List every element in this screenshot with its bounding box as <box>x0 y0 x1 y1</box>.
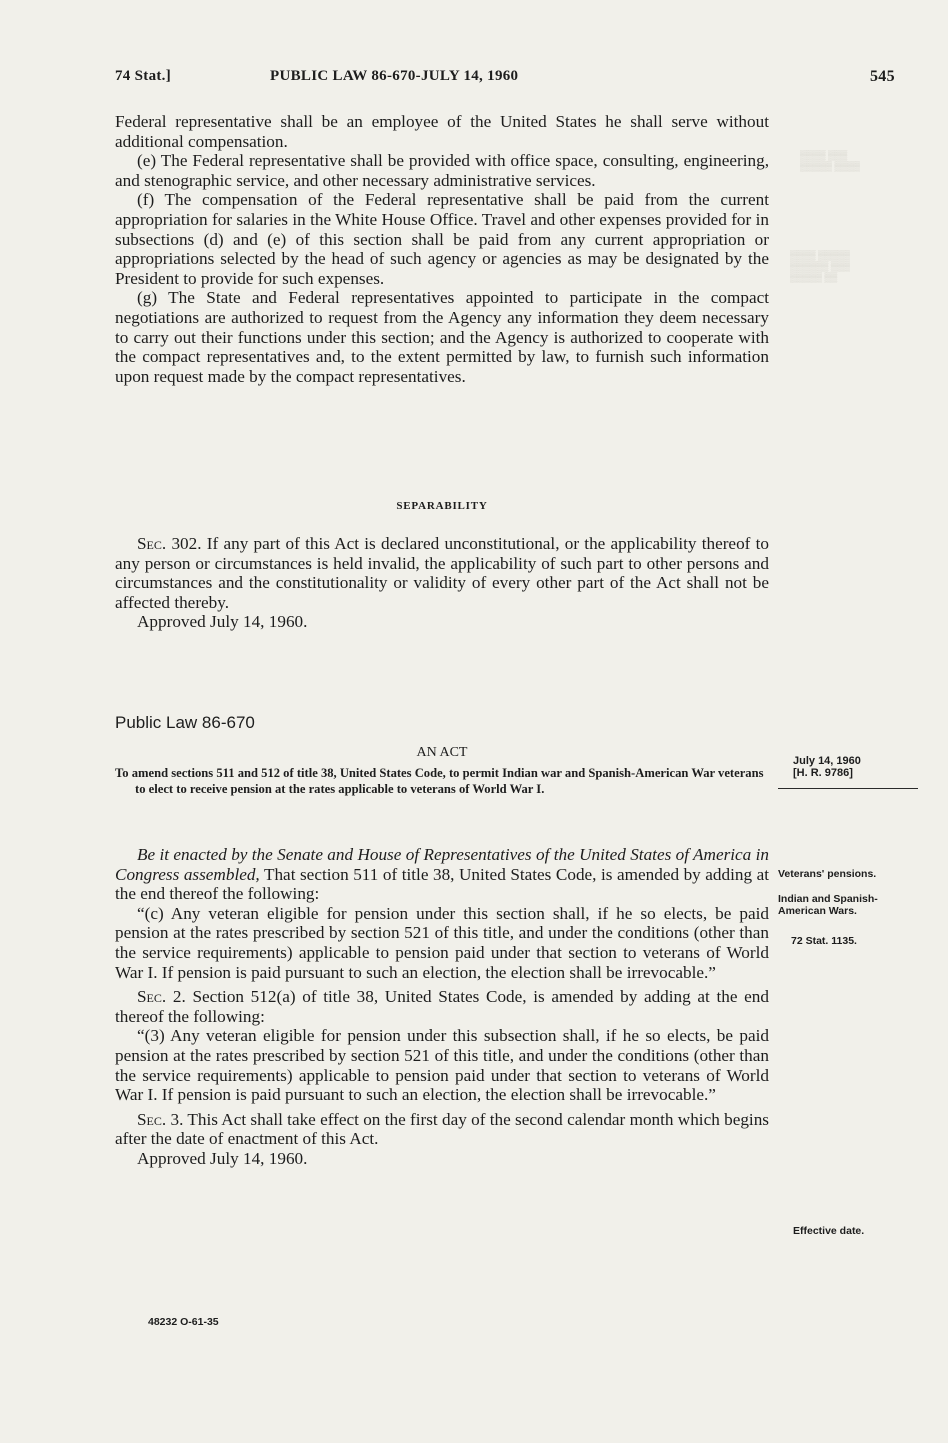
margin-rule <box>778 788 918 789</box>
page-number: 545 <box>870 68 895 85</box>
separability-heading: SEPARABILITY <box>396 500 488 512</box>
act-body <box>115 845 769 1169</box>
act-purpose: To amend sections 511 and 512 of title 38, United States Code, to permit Indian war and Spanish-American War veterans to elect to receive pension at the rates applicable to veterans of World War I. <box>115 766 764 796</box>
paragraph-e: (e) The Federal representative shall be provided with office space, consulting, engineering, and stenographic service, and other necessary administrative services. <box>115 151 769 190</box>
margin-bill-number: [H. R. 9786] <box>793 767 853 779</box>
approval-line: Approved July 14, 1960. <box>137 612 308 632</box>
margin-statute-reference: 72 Stat. 1135. <box>791 935 857 947</box>
approval-line: Approved July 14, 1960. <box>137 1148 308 1168</box>
show-through-mark: ▒▒▒▒ ▒▒▒ ▒▒▒▒▒ ▒▒▒▒ <box>800 150 860 171</box>
section-label: Sec. 302. <box>137 534 202 553</box>
law-title: Public Law 86-670 <box>115 713 255 732</box>
enacting-clause: Be it enacted by the Senate and House of Representatives of the United States of America in Congress assembled, <box>115 845 769 884</box>
enacting-text: That section 511 of title 38, United States Code, is amended by adding at the end thereof the following: <box>115 864 769 904</box>
paragraph-g: (g) The State and Federal representatives appointed to participate in the compact negotiations are authorized to request from the Agency any information they deem necessary to carry out their functions under this section; and the Agency is authorized to cooperate with the compact representatives and, to the extent permitted by law, to furnish such information upon request made by the compact representatives. <box>115 288 769 386</box>
continuation-block <box>115 112 769 386</box>
volume-reference: 74 Stat.] <box>115 68 172 84</box>
print-code: 48232 O-61-35 <box>148 1316 219 1328</box>
running-title: PUBLIC LAW 86-670-JULY 14, 1960 <box>270 68 519 84</box>
margin-indian-spanish-wars: Indian and Spanish-American Wars. <box>778 893 878 917</box>
section-text: This Act shall take effect on the first day of the second calendar month which begins after the date of enactment of this Act. <box>115 1109 769 1149</box>
section-302 <box>115 534 769 632</box>
section-text: Section 512(a) of title 38, United States Code, is amended by adding at the end thereof the following: <box>115 987 769 1026</box>
paragraph-continued: Federal representative shall be an employee of the United States he shall serve without additional compensation. <box>115 112 769 151</box>
section-label: Sec. 3. <box>137 1109 184 1129</box>
margin-date: July 14, 1960 <box>793 755 861 767</box>
show-through-mark: ▒▒▒▒ ▒▒▒▒▒ ▒▒▒▒▒▒ ▒▒▒ ▒▒▒▒▒ ▒▒ <box>790 250 850 282</box>
margin-veterans-pensions: Veterans' pensions. <box>778 868 877 880</box>
section-text: If any part of this Act is declared unconstitutional, or the applicability thereof to any person or circumstances is held invalid, the applicability of such part to other persons and circumstances and the constitutionality or validity of every other part of the Act shall not be affected thereby. <box>115 534 769 612</box>
an-act-heading: AN ACT <box>416 745 468 760</box>
quoted-subsection-c: “(c) Any veteran eligible for pension under this section shall, if he so elects, be paid pension at the rates prescribed by section 521 of this title, and under the conditions (other than the service requirements) applicable to pension paid under that section to veterans of World War I. If pension is paid pursuant to such an election, the election shall be irrevocable.” <box>115 903 769 982</box>
margin-effective-date: Effective date. <box>793 1225 865 1237</box>
quoted-paragraph-3: “(3) Any veteran eligible for pension under this subsection shall, if he so elects, be paid pension at the rates prescribed by section 521 of this title, and under the conditions (other than the service requirements) applicable to pension paid under that section to veterans of World War I. If pension is paid pursuant to such an election, the election shall be irrevocable.” <box>115 1026 769 1105</box>
section-label: Sec. 2. <box>137 987 186 1007</box>
paragraph-f: (f) The compensation of the Federal representative shall be paid from the current appropriation for salaries in the White House Office. Travel and other expenses provided for in subsections (d) and (e) of this section shall be paid from any current appropriation or appropriations selected by the head of such agency or agencies as may be designated by the President to provide for such expenses. <box>115 190 769 288</box>
